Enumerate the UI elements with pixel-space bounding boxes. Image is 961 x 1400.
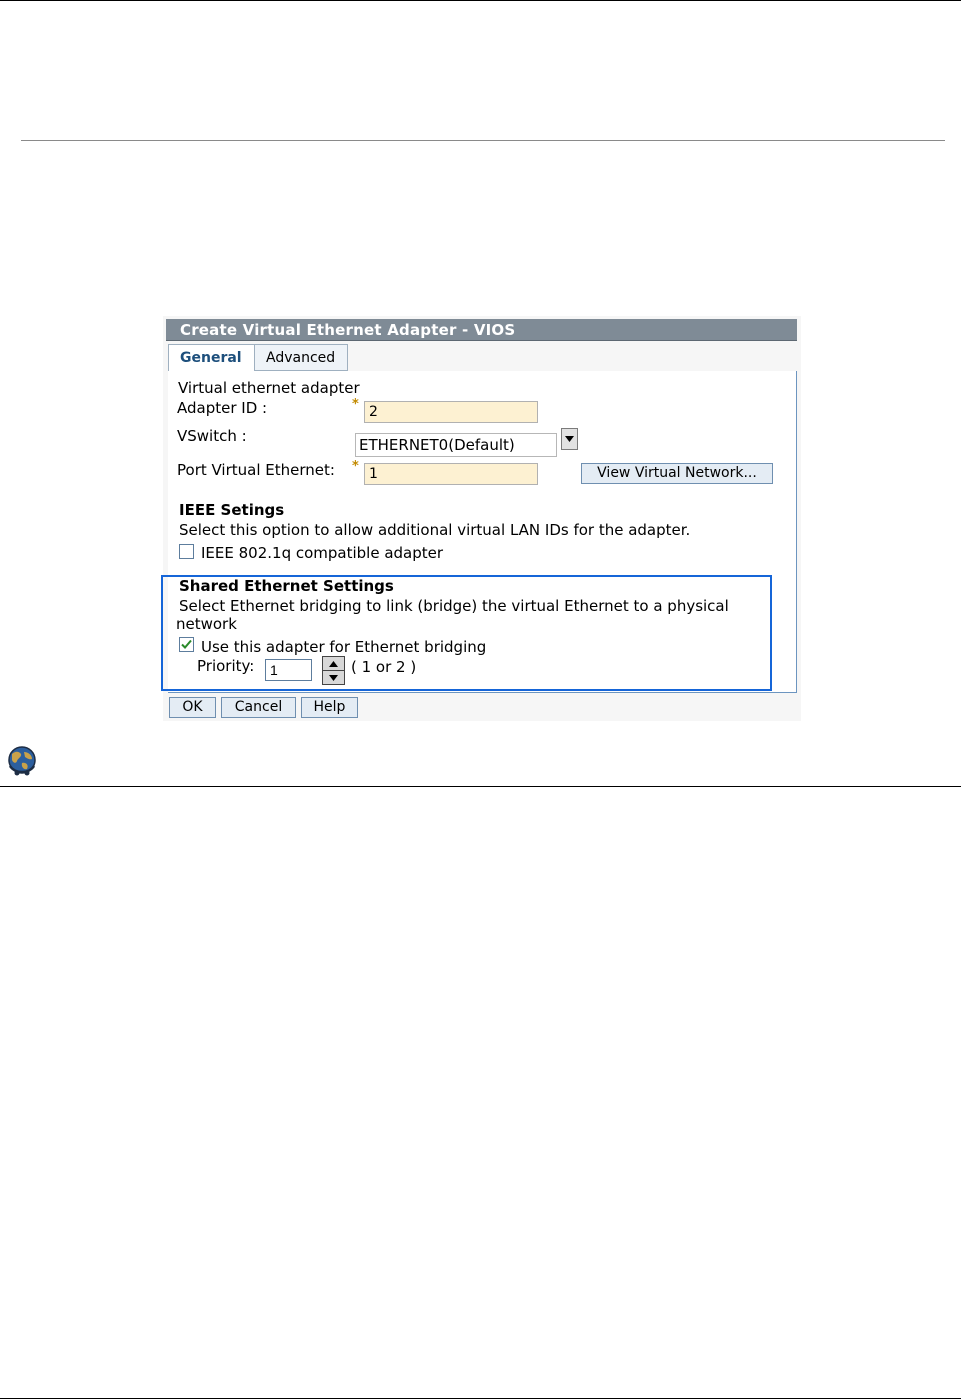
chevron-down-icon [565, 436, 574, 442]
vswitch-dropdown-button[interactable] [561, 428, 578, 450]
shared-ethernet-heading: Shared Ethernet Settings [179, 577, 394, 595]
shared-ethernet-highlight [161, 575, 772, 691]
adapter-id-label: Adapter ID : [177, 399, 268, 417]
ieee-settings-heading: IEEE Setings [179, 501, 285, 519]
port-virtual-ethernet-label: Port Virtual Ethernet: [177, 461, 335, 479]
page-bottom-rule [0, 1398, 961, 1399]
port-virtual-ethernet-input[interactable] [364, 463, 538, 485]
page-top-rule [0, 0, 961, 1]
ok-button[interactable]: OK [169, 697, 216, 718]
globe-icon [5, 744, 39, 778]
dialog-title: Create Virtual Ethernet Adapter - VIOS [166, 319, 797, 341]
ethernet-bridging-label: Use this adapter for Ethernet bridging [201, 638, 487, 656]
priority-label: Priority: [197, 657, 255, 675]
shared-ethernet-description: Select Ethernet bridging to link (bridge) the virtual Ethernet to a physical [179, 597, 729, 615]
tab-advanced[interactable]: Advanced [254, 344, 348, 371]
help-button[interactable]: Help [301, 697, 358, 718]
required-marker: * [352, 459, 359, 474]
virtual-adapter-label: Virtual ethernet adapter [178, 379, 360, 397]
vswitch-select[interactable]: ETHERNET0(Default) [355, 433, 557, 457]
view-virtual-network-button[interactable]: View Virtual Network... [581, 463, 773, 484]
required-marker: * [352, 397, 359, 412]
tab-general[interactable]: General [168, 344, 255, 373]
header-divider [21, 140, 945, 141]
ieee-8021q-checkbox[interactable] [179, 544, 194, 559]
priority-hint: ( 1 or 2 ) [351, 658, 417, 676]
section-divider [0, 786, 961, 787]
vswitch-label: VSwitch : [177, 427, 247, 445]
ieee-8021q-label: IEEE 802.1q compatible adapter [201, 544, 444, 562]
shared-ethernet-description-cont: network [176, 615, 237, 633]
cancel-button[interactable]: Cancel [221, 697, 296, 718]
adapter-id-input[interactable] [364, 401, 538, 423]
ieee-settings-description: Select this option to allow additional virtual LAN IDs for the adapter. [179, 521, 691, 539]
